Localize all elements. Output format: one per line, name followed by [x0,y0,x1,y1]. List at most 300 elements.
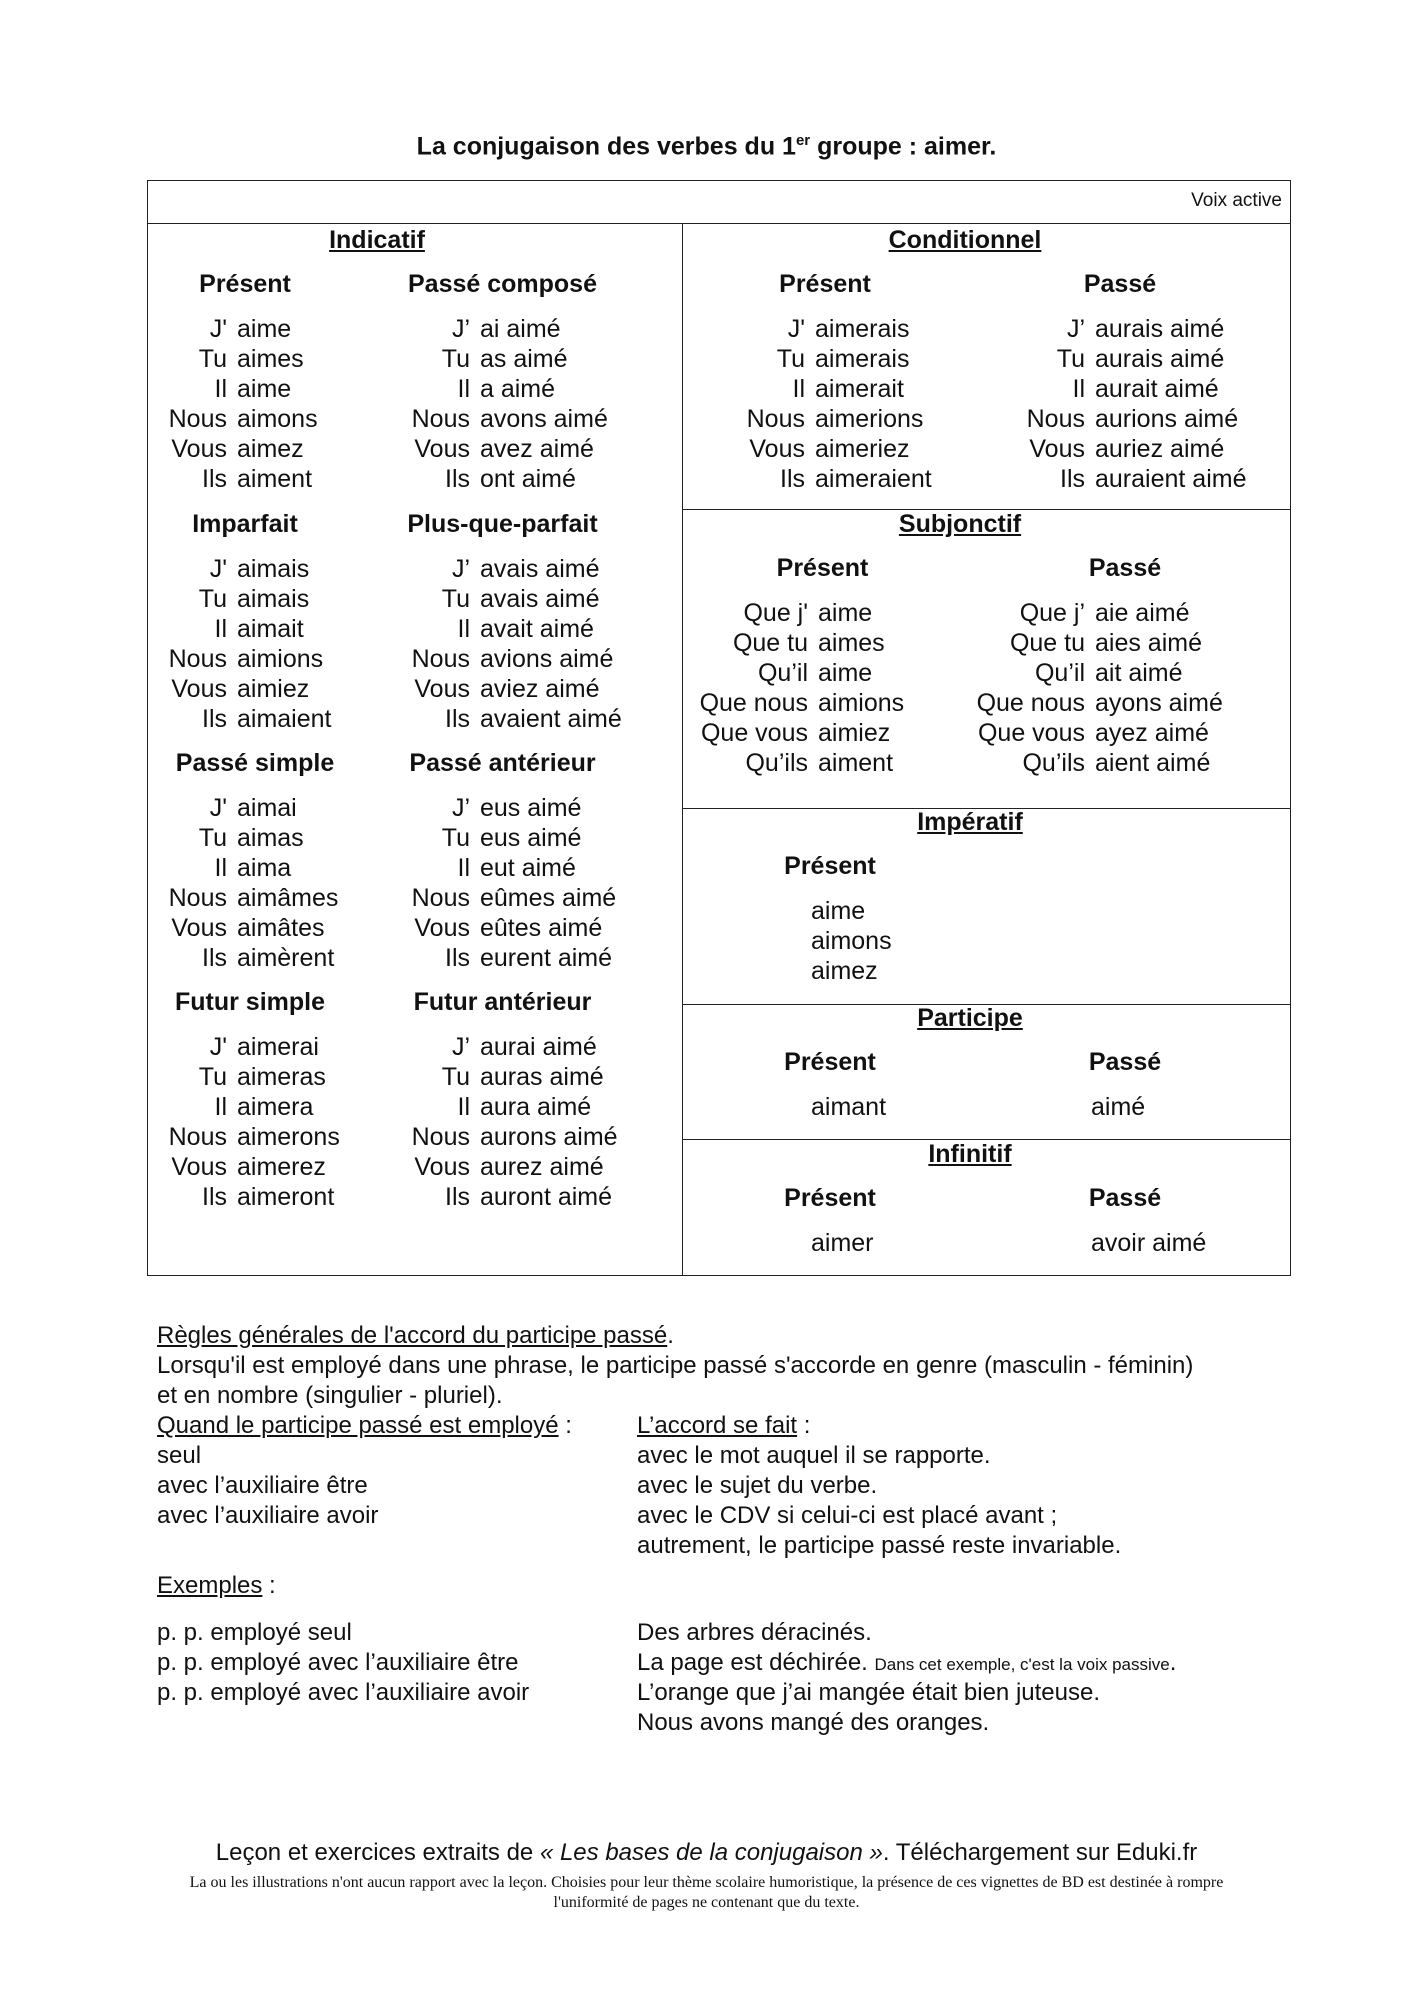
verb-form: ayons aimé [1095,689,1223,717]
pronoun: Ils [202,944,227,972]
verb-form: aimas [237,824,304,852]
conjugation-row [390,344,608,374]
infinitif-passe: avoir aimé [1091,1229,1207,1257]
pronoun: Que j' [743,599,808,627]
verb-form: aimions [237,645,324,673]
pronoun: Il [214,375,227,403]
pronoun: Il [792,375,805,403]
pronoun: Nous [168,405,227,433]
rules-heading [157,1321,674,1351]
tense-futur-anterieur: Futur antérieur [413,988,592,1016]
pronoun: Tu [198,585,227,613]
verb-form: aimais [237,555,310,583]
infinitif-heading: Infinitif [928,1140,1012,1168]
tense-futur-simple: Futur simple [174,988,325,1016]
verb-form: aimaient [237,705,332,733]
verb-form: aurai aimé [480,1033,597,1061]
tense-passe-compose: Passé composé [408,270,597,298]
verb-form: aiment [237,465,313,493]
verb-form: ayez aimé [1095,719,1209,747]
conjugation-row [155,793,338,823]
conj-block [715,314,932,494]
conjugation-row [995,374,1246,404]
conjugation-row [960,688,1223,718]
conjugation-row [995,464,1246,494]
rules-right-heading-text: L’accord se fait [637,1412,798,1439]
pronoun: Vous [414,675,470,703]
page-title [0,132,1413,161]
pronoun: Qu’ils [1022,749,1085,777]
conjugation-row [390,374,608,404]
conjugation-row [155,1032,340,1062]
conjugation-row [390,584,622,614]
form: aimons [811,927,892,955]
conjugation-row [155,344,318,374]
conjugation-row [715,404,932,434]
example-sentence: Nous avons mangé des oranges. [637,1709,990,1736]
pronoun: Vous [414,435,470,463]
conjugation-row [390,464,608,494]
examples-heading [157,1571,276,1601]
conjugation-row [155,1062,340,1092]
example-sentence: La page est déchirée. [637,1649,868,1676]
pronoun: Tu [198,1063,227,1091]
verb-form: aime [237,375,292,403]
example-case: p. p. employé avec l’auxiliaire avoir [157,1679,530,1706]
verb-form: aimerais [815,315,910,343]
footer-credit-c: . Téléchargement sur Eduki.fr [882,1839,1198,1866]
pronoun: Il [457,854,470,882]
conjugation-row [155,704,332,734]
conjugation-row [715,344,932,374]
imperatif-heading: Impératif [917,808,1023,836]
conjugation-row [715,434,932,464]
conjugation-row [155,404,318,434]
subjonctif-heading: Subjonctif [898,510,1022,538]
verb-form: aie aimé [1095,599,1190,627]
pronoun: Il [457,375,470,403]
verb-form: avons aimé [480,405,608,433]
verb-form: avais aimé [480,585,600,613]
pronoun: J' [209,1033,227,1061]
example-sentence: L’orange que j’ai mangée était bien juteuse. [637,1679,1101,1706]
tense-present: Présent [784,852,876,880]
conjugation-row [960,718,1223,748]
verb-form: eurent aimé [480,944,613,972]
conjugation-row [960,748,1223,778]
pronoun: Que nous [976,689,1085,717]
verb-form: aurais aimé [1095,345,1225,373]
verb-form: auraient aimé [1095,465,1247,493]
conjugation-row [684,748,904,778]
conjugation-row [390,883,616,913]
rules-right-heading [637,1411,810,1441]
verb-form: aime [818,659,873,687]
tense-present: Présent [776,554,869,582]
conjugation-row [390,704,622,734]
verb-form: aiment [818,749,894,777]
pronoun: Ils [1060,465,1085,493]
voix-label: Voix active [1191,190,1282,211]
verb-form: aies aimé [1095,629,1202,657]
conjugation-row [390,554,622,584]
conj-block [390,554,622,734]
pronoun: J’ [451,555,470,583]
conjugation-row [155,554,332,584]
conj-block [390,793,616,973]
pronoun: Que j’ [1019,599,1085,627]
verb-form: aurons aimé [480,1123,618,1151]
conjugation-row [390,614,622,644]
rules-paragraph-line: Lorsqu'il est employé dans une phrase, le participe passé s'accorde en genre (masculin - féminin) [157,1352,1194,1379]
verb-form: aimeriez [815,435,910,463]
title-sup: er [795,132,811,149]
conjugation-row [155,314,318,344]
pronoun: Que tu [732,629,808,657]
example-note: Dans cet exemple, c'est la voix passive [874,1655,1170,1674]
verb-form: aimera [237,1093,314,1121]
examples-heading-end: : [262,1572,276,1599]
pronoun: Ils [445,705,470,733]
pronoun: Tu [441,1063,470,1091]
pronoun: J' [209,794,227,822]
rules-left-heading [157,1411,572,1441]
pronoun: J' [209,315,227,343]
verb-form: aimeront [237,1183,335,1211]
pronoun: J’ [451,794,470,822]
pronoun: Tu [441,585,470,613]
pronoun: Vous [171,1153,227,1181]
pronoun: Que vous [700,719,808,747]
pronoun: Vous [414,1153,470,1181]
conjugation-row [390,913,616,943]
conjugation-row [155,1182,340,1212]
example-sentence: Des arbres déracinés. [637,1619,872,1646]
verb-form: ont aimé [480,465,576,493]
verb-form: aime [818,599,873,627]
conjugation-row [155,1092,340,1122]
rules-right-heading-end: : [797,1412,811,1439]
verb-form: aima [237,854,292,882]
pronoun: Tu [198,824,227,852]
pronoun: Que vous [977,719,1085,747]
conjugation-row [960,658,1223,688]
pronoun: Vous [749,435,805,463]
conjugation-row [390,943,616,973]
example-note-end: . [1169,1649,1177,1676]
pronoun: Vous [171,435,227,463]
verb-form: aient aimé [1095,749,1211,777]
pronoun: Vous [1029,435,1085,463]
conjugation-row [155,464,318,494]
verb-form: aimâmes [237,884,339,912]
pronoun: Il [1072,375,1085,403]
pronoun: J' [209,555,227,583]
pronoun: Que tu [1009,629,1085,657]
pronoun: Ils [202,705,227,733]
verb-form: avaient aimé [480,705,622,733]
conj-block [155,314,318,494]
table-divider [147,223,1291,224]
column-divider [682,223,683,1276]
verb-form: aimeras [237,1063,326,1091]
pronoun: Nous [411,645,470,673]
pronoun: Qu’il [1034,659,1085,687]
verb-form: aimerai [237,1033,319,1061]
conjugation-row [390,674,622,704]
pronoun: Ils [445,1183,470,1211]
verb-form: aimiez [818,719,891,747]
conjugation-row [390,404,608,434]
conjugation-row [155,1122,340,1152]
verb-form: aurait aimé [1095,375,1219,403]
conjugation-row [960,598,1223,628]
conjugation-row [155,823,338,853]
verb-form: aimez [237,435,304,463]
pronoun: Vous [171,675,227,703]
pronoun: Tu [441,824,470,852]
tense-passe: Passé [1083,270,1157,298]
conjugation-row [715,314,932,344]
verb-form: as aimé [480,345,568,373]
pronoun: Vous [414,914,470,942]
conjugation-row [684,658,904,688]
conjugation-row [995,344,1246,374]
verb-form: aimait [237,615,304,643]
conjugation-row [684,718,904,748]
rules-paragraph-line: et en nombre (singulier - pluriel). [157,1382,503,1409]
rule-agreement: autrement, le participe passé reste invariable. [637,1532,1122,1559]
conj-block [155,793,338,973]
example-sentence-line [637,1648,1176,1680]
verb-form: aviez aimé [480,675,600,703]
tense-present: Présent [784,1048,876,1076]
rule-agreement: avec le mot auquel il se rapporte. [637,1442,991,1469]
rule-case: avec l’auxiliaire avoir [157,1502,379,1529]
rule-agreement: avec le sujet du verbe. [637,1472,878,1499]
pronoun: Nous [168,1123,227,1151]
conjugation-row [995,404,1246,434]
indicatif-heading: Indicatif [329,226,425,254]
verb-form: aimerez [237,1153,326,1181]
verb-form: aimerait [815,375,904,403]
verb-form: aimeraient [815,465,932,493]
conjugation-row [390,314,608,344]
verb-form: aimiez [237,675,310,703]
footer-book-title: « Les bases de la conjugaison » [539,1839,883,1866]
conj-block [960,598,1223,778]
verb-form: aimions [818,689,905,717]
conjugation-row [684,628,904,658]
conjugation-row [995,314,1246,344]
conjugation-row [390,1062,618,1092]
rule-case: avec l’auxiliaire être [157,1472,368,1499]
pronoun: Nous [168,884,227,912]
conjugation-row [155,913,338,943]
pronoun: J’ [451,1033,470,1061]
verb-form: avions aimé [480,645,614,673]
rules-left-heading-text: Quand le participe passé est employé [157,1412,559,1439]
pronoun: Qu’il [757,659,808,687]
pronoun: Nous [746,405,805,433]
conjugation-row [960,628,1223,658]
pronoun: Nous [411,1123,470,1151]
participe-heading: Participe [917,1004,1023,1032]
verb-form: auront aimé [480,1183,613,1211]
verb-form: eut aimé [480,854,576,882]
conjugation-row [715,374,932,404]
conjugation-row [155,883,338,913]
pronoun: Ils [445,944,470,972]
example-case: p. p. employé seul [157,1619,352,1646]
pronoun: Ils [780,465,805,493]
verb-form: avez aimé [480,435,594,463]
verb-form: aimai [237,794,297,822]
pronoun: Il [214,615,227,643]
conjugation-row [995,434,1246,464]
verb-form: aurais aimé [1095,315,1225,343]
imperatif-forms [811,896,892,986]
pronoun: J’ [451,315,470,343]
conjugation-row [155,943,338,973]
verb-form: auriez aimé [1095,435,1225,463]
conjugation-row [390,1092,618,1122]
form: aimez [811,957,878,985]
rule-case: seul [157,1442,202,1469]
pronoun: J' [787,315,805,343]
conj-block [995,314,1246,494]
tense-passe: Passé [1088,1048,1162,1076]
verb-form: aurions aimé [1095,405,1239,433]
conj-block [390,1032,618,1212]
conj-block [390,314,608,494]
verb-form: a aimé [480,375,556,403]
conjugation-row [155,434,318,464]
tense-present: Présent [199,270,291,298]
verb-form: aurez aimé [480,1153,604,1181]
pronoun: Il [457,1093,470,1121]
conjugation-row [390,853,616,883]
verb-form: aimèrent [237,944,335,972]
verb-form: auras aimé [480,1063,604,1091]
conjugation-row [390,644,622,674]
verb-form: avait aimé [480,615,594,643]
pronoun: Nous [411,405,470,433]
conj-block [155,1032,340,1212]
conjugation-row [155,853,338,883]
verb-form: aimerons [237,1123,340,1151]
verb-form: aimes [818,629,885,657]
pronoun: Tu [776,345,805,373]
conjugation-row [390,823,616,853]
pronoun: Ils [445,465,470,493]
pronoun: Qu’ils [745,749,808,777]
tense-imparfait: Imparfait [192,510,298,538]
pronoun: Il [214,854,227,882]
conjugation-row [390,1152,618,1182]
rule-agreement: avec le CDV si celui-ci est placé avant ; [637,1502,1058,1529]
title-main: La conjugaison des verbes du 1 [416,132,796,161]
conjugation-row [390,1182,618,1212]
verb-form: aimerions [815,405,924,433]
conjugation-row [684,598,904,628]
pronoun: Ils [202,465,227,493]
pronoun: Vous [171,914,227,942]
pronoun: Nous [168,645,227,673]
verb-form: aime [237,315,292,343]
rules-left-heading-end: : [558,1412,572,1439]
verb-form: aimâtes [237,914,325,942]
verb-form: avais aimé [480,555,600,583]
conjugation-row [155,374,318,404]
footer-note-line: l'uniformité de pages ne contenant que du texte. [553,1894,860,1911]
conjugation-row [155,614,332,644]
pronoun: Nous [411,884,470,912]
pronoun: Il [457,615,470,643]
pronoun: Il [214,1093,227,1121]
conjugation-row [155,584,332,614]
conditionnel-heading: Conditionnel [888,226,1042,254]
conjugation-row [715,464,932,494]
rules-heading-end: . [667,1322,674,1349]
examples-heading-text: Exemples [157,1572,263,1599]
verb-form: aimais [237,585,310,613]
footer-note-line: La ou les illustrations n'ont aucun rapport avec la leçon. Choisies pour leur thème scolaire humoristique, la présence de ces vignettes de BD est destinée à rompre [189,1874,1224,1891]
conjugation-row [390,1122,618,1152]
participe-present: aimant [811,1093,887,1121]
tense-plus-que-parfait: Plus-que-parfait [407,510,598,538]
title-rest: groupe : aimer. [810,132,997,161]
footer-credit [0,1839,1413,1867]
verb-form: eus aimé [480,824,582,852]
conjugation-row [155,644,332,674]
conjugation-row [155,674,332,704]
example-case: p. p. employé avec l’auxiliaire être [157,1649,519,1676]
verb-form: aura aimé [480,1093,592,1121]
conjugation-row [155,1152,340,1182]
tense-passe: Passé [1088,1184,1162,1212]
footer-note [90,1873,1323,1913]
conjugation-row [390,793,616,823]
infinitif-present: aimer [811,1229,874,1257]
verb-form: aimes [237,345,304,373]
pronoun: Tu [198,345,227,373]
footer-credit-a: Leçon et exercices extraits de [215,1839,540,1866]
form: aime [811,897,866,925]
pronoun: Que nous [699,689,808,717]
conj-block [684,598,904,778]
participe-passe: aimé [1091,1093,1146,1121]
verb-form: ait aimé [1095,659,1183,687]
verb-form: eus aimé [480,794,582,822]
pronoun: J’ [1066,315,1085,343]
tense-passe: Passé [1088,554,1162,582]
conjugation-row [390,1032,618,1062]
verb-form: aimerais [815,345,910,373]
conjugation-row [684,688,904,718]
verb-form: eûtes aimé [480,914,603,942]
pronoun: Nous [1026,405,1085,433]
tense-passe-simple: Passé simple [175,749,335,777]
tense-present: Présent [784,1184,876,1212]
pronoun: Ils [202,1183,227,1211]
pronoun: Tu [1056,345,1085,373]
verb-form: ai aimé [480,315,561,343]
tense-passe-anterieur: Passé antérieur [409,749,596,777]
verb-form: eûmes aimé [480,884,617,912]
rules-heading-text: Règles générales de l'accord du participe passé [157,1322,668,1349]
conjugation-row [390,434,608,464]
